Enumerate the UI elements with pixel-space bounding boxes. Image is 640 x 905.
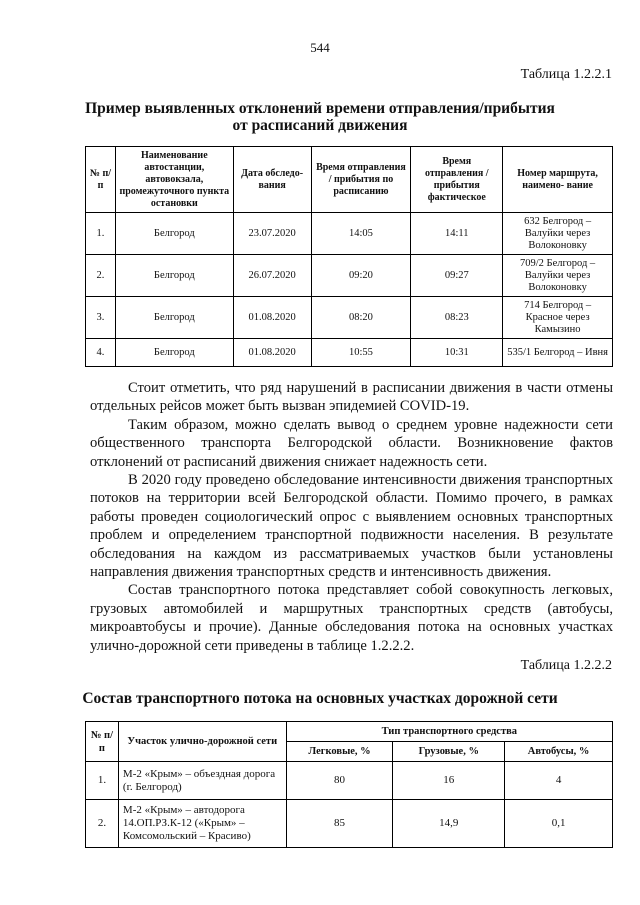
cell-buses: 0,1 (505, 800, 613, 848)
header-actual-time: Время отправления / прибытия фактическое (411, 147, 503, 213)
table-title-2: Состав транспортного потока на основных участках дорожной сети (82, 690, 558, 707)
header-trucks: Грузовые, % (393, 742, 505, 762)
table-header-row (86, 147, 613, 213)
cell-route: 714 Белгород – Красное через Камызино (503, 297, 613, 339)
cell-trucks: 14,9 (393, 800, 505, 848)
paragraph: Таким образом, можно сделать вывод о среднем уровне надежности сети общественного транспорта Белгородской области. Возникновение фактов отклонений от расписаний движения снижает надежность сети. (90, 416, 613, 470)
header-date: Дата обследо- вания (233, 147, 311, 213)
table-row (86, 800, 613, 848)
cell-section: М-2 «Крым» – объездная дорога (г. Белгород) (118, 762, 286, 800)
cell-scheduled-time: 08:20 (311, 297, 411, 339)
cell-number: 4. (86, 339, 116, 367)
cell-actual-time: 08:23 (411, 297, 503, 339)
cell-scheduled-time: 10:55 (311, 339, 411, 367)
cell-date: 23.07.2020 (233, 213, 311, 255)
cell-number: 2. (86, 800, 119, 848)
cell-trucks: 16 (393, 762, 505, 800)
cell-station: Белгород (115, 297, 233, 339)
cell-buses: 4 (505, 762, 613, 800)
cell-scheduled-time: 14:05 (311, 213, 411, 255)
paragraph: Стоит отметить, что ряд нарушений в расписании движения в части отмены отдельных рейсов может быть вызван эпидемией COVID-19. (90, 380, 613, 415)
header-number: № п/п (86, 722, 119, 762)
table-header-row (86, 722, 613, 742)
table-title-1-line1: Пример выявленных отклонений времени отправления/прибытия (85, 100, 555, 117)
cell-date: 01.08.2020 (233, 339, 311, 367)
header-vehicle-type: Тип транспортного средства (286, 722, 612, 742)
header-route: Номер маршрута, наимено- вание (503, 147, 613, 213)
header-number: № п/п (86, 147, 116, 213)
table-row (86, 255, 613, 297)
cell-number: 1. (86, 213, 116, 255)
table-row (86, 297, 613, 339)
cell-actual-time: 14:11 (411, 213, 503, 255)
cell-actual-time: 10:31 (411, 339, 503, 367)
table-row (86, 339, 613, 367)
cell-station: Белгород (115, 255, 233, 297)
cell-cars: 80 (286, 762, 393, 800)
cell-number: 3. (86, 297, 116, 339)
cell-number: 2. (86, 255, 116, 297)
paragraph: В 2020 году проведено обследование интенсивности движения транспортных потоков на территории всей Белгородской области. Помимо прочего, в рамках работы проведен социологический опрос с выявлением основных транспортных проблем и определением транспортной подвижности населения. В результате обследования на каждом из рассматриваемых участков были установлены направления движения транспортных средств и интенсивность движения. (90, 472, 613, 581)
header-section: Участок улично-дорожной сети (118, 722, 286, 762)
cell-station: Белгород (115, 339, 233, 367)
cell-route: 632 Белгород – Валуйки через Волоконовку (503, 213, 613, 255)
header-buses: Автобусы, % (505, 742, 613, 762)
body-text (90, 379, 613, 655)
cell-station: Белгород (115, 213, 233, 255)
cell-route: 709/2 Белгород – Валуйки через Волоконовку (503, 255, 613, 297)
cell-cars: 85 (286, 800, 393, 848)
cell-number: 1. (86, 762, 119, 800)
deviation-table (85, 146, 613, 367)
table-row (86, 213, 613, 255)
traffic-composition-table (85, 721, 613, 848)
table-caption-1: Таблица 1.2.2.1 (520, 67, 612, 82)
cell-scheduled-time: 09:20 (311, 255, 411, 297)
header-cars: Легковые, % (286, 742, 393, 762)
cell-section: М-2 «Крым» – автодорога 14.ОП.РЗ.К-12 («Крым» – Комсомольский – Красиво) (118, 800, 286, 848)
table-caption-2: Таблица 1.2.2.2 (520, 658, 612, 673)
table-row (86, 762, 613, 800)
table-title-1-line2: от расписаний движения (232, 117, 408, 134)
page-number: 544 (310, 40, 330, 55)
header-station: Наименование автостанции, автовокзала, промежуточного пункта остановки (115, 147, 233, 213)
paragraph: Состав транспортного потока представляет собой совокупность легковых, грузовых автомобилей и маршрутных транспортных средств (автобусы, микроавтобусы и прочие). Данные обследования потока на основных участках улично-дорожной сети приведены в таблице 1.2.2.2. (90, 582, 613, 654)
cell-date: 01.08.2020 (233, 297, 311, 339)
header-scheduled-time: Время отправления / прибытия по расписанию (311, 147, 411, 213)
cell-route: 535/1 Белгород – Ивня (503, 339, 613, 367)
table-title-1 (0, 100, 640, 134)
cell-date: 26.07.2020 (233, 255, 311, 297)
cell-actual-time: 09:27 (411, 255, 503, 297)
